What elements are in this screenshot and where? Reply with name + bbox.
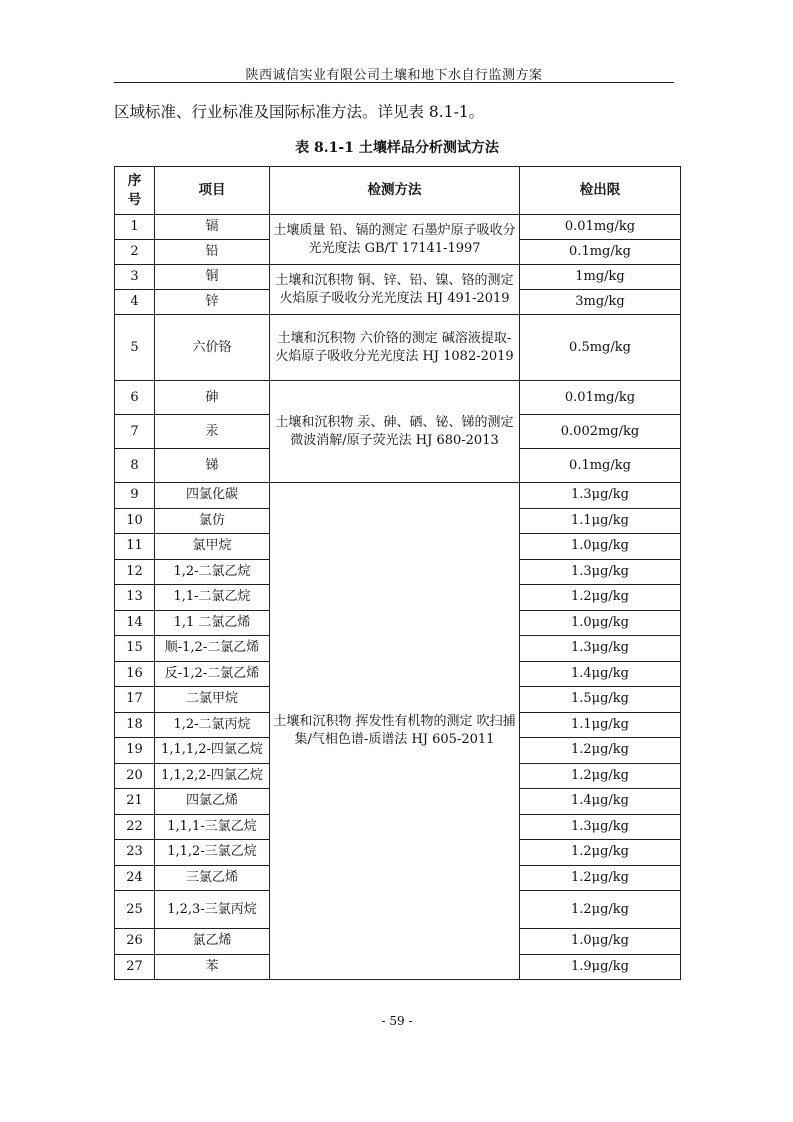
table-row: 22 1,1,1-三氯乙烷 1.3μg/kg (115, 814, 681, 840)
header-seq: 序号 (115, 167, 155, 215)
table-row: 8 锑 0.1mg/kg (115, 449, 681, 483)
table-row: 5 六价铬 土壤和沉积物 六价铬的测定 碱溶液提取-火焰原子吸收分光光度法 HJ 1082-2019 0.5mg/kg (115, 315, 681, 381)
table-row: 11 氯甲烷 1.0μg/kg (115, 534, 681, 560)
method-cell: 土壤质量 铅、镉的测定 石墨炉原子吸收分光光度法 GB/T 17141-1997 (270, 215, 520, 265)
page-header: 陕西诚信实业有限公司土壤和地下水自行监测方案 (245, 68, 543, 83)
table-row: 19 1,1,1,2-四氯乙烷 1.2μg/kg (115, 738, 681, 764)
header-limit: 检出限 (520, 167, 681, 215)
table-row: 16 反-1,2-二氯乙烯 1.4μg/kg (115, 661, 681, 687)
soil-analysis-table (114, 166, 681, 980)
table-row: 4 锌 3mg/kg (115, 290, 681, 315)
table-caption: 表 8.1-1 土壤样品分析测试方法 (295, 140, 499, 156)
header-method: 检测方法 (270, 167, 520, 215)
page-number: - 59 - (381, 1014, 413, 1028)
table-row: 24 三氯乙烯 1.2μg/kg (115, 865, 681, 891)
table-row: 2 铅 0.1mg/kg (115, 240, 681, 265)
method-cell: 土壤和沉积物 挥发性有机物的测定 吹扫捕集/气相色谱-质谱法 HJ 605-2011 (270, 483, 520, 980)
table-row: 9 四氯化碳 土壤和沉积物 挥发性有机物的测定 吹扫捕集/气相色谱-质谱法 HJ 605-2011 1.3μg/kg (115, 483, 681, 509)
table-row: 25 1,2,3-三氯丙烷 1.2μg/kg (115, 891, 681, 929)
table-row: 13 1,1-二氯乙烷 1.2μg/kg (115, 585, 681, 611)
table-row: 15 顺-1,2-二氯乙烯 1.3μg/kg (115, 636, 681, 662)
table-row: 23 1,1,2-三氯乙烷 1.2μg/kg (115, 840, 681, 866)
table-row: 12 1,2-二氯乙烷 1.3μg/kg (115, 559, 681, 585)
table-row: 10 氯仿 1.1μg/kg (115, 508, 681, 534)
table-row: 26 氯乙烯 1.0μg/kg (115, 929, 681, 955)
table-row: 21 四氯乙烯 1.4μg/kg (115, 789, 681, 815)
table-row: 27 苯 1.9μg/kg (115, 954, 681, 980)
table-row: 14 1,1 二氯乙烯 1.0μg/kg (115, 610, 681, 636)
table-row: 6 砷 土壤和沉积物 汞、砷、硒、铋、锑的测定 微波消解/原子荧光法 HJ 680-2013 0.01mg/kg (115, 381, 681, 415)
method-cell: 土壤和沉积物 六价铬的测定 碱溶液提取-火焰原子吸收分光光度法 HJ 1082-2019 (270, 315, 520, 381)
method-cell: 土壤和沉积物 铜、锌、铅、镍、铬的测定 火焰原子吸收分光光度法 HJ 491-2019 (270, 265, 520, 315)
table-row: 20 1,1,2,2-四氯乙烷 1.2μg/kg (115, 763, 681, 789)
table-row: 17 二氯甲烷 1.5μg/kg (115, 687, 681, 713)
table-row: 18 1,2-二氯丙烷 1.1μg/kg (115, 712, 681, 738)
intro-paragraph: 区域标准、行业标准及国际标准方法。详见表 8.1-1。 (114, 103, 485, 121)
header-item: 项目 (155, 167, 270, 215)
header-rule (114, 82, 674, 83)
table-row: 1 镉 土壤质量 铅、镉的测定 石墨炉原子吸收分光光度法 GB/T 17141-1997 0.01mg/kg (115, 215, 681, 240)
table-row: 7 汞 0.002mg/kg (115, 415, 681, 449)
method-cell: 土壤和沉积物 汞、砷、硒、铋、锑的测定 微波消解/原子荧光法 HJ 680-2013 (270, 381, 520, 483)
table-row: 3 铜 土壤和沉积物 铜、锌、铅、镍、铬的测定 火焰原子吸收分光光度法 HJ 491-2019 1mg/kg (115, 265, 681, 290)
